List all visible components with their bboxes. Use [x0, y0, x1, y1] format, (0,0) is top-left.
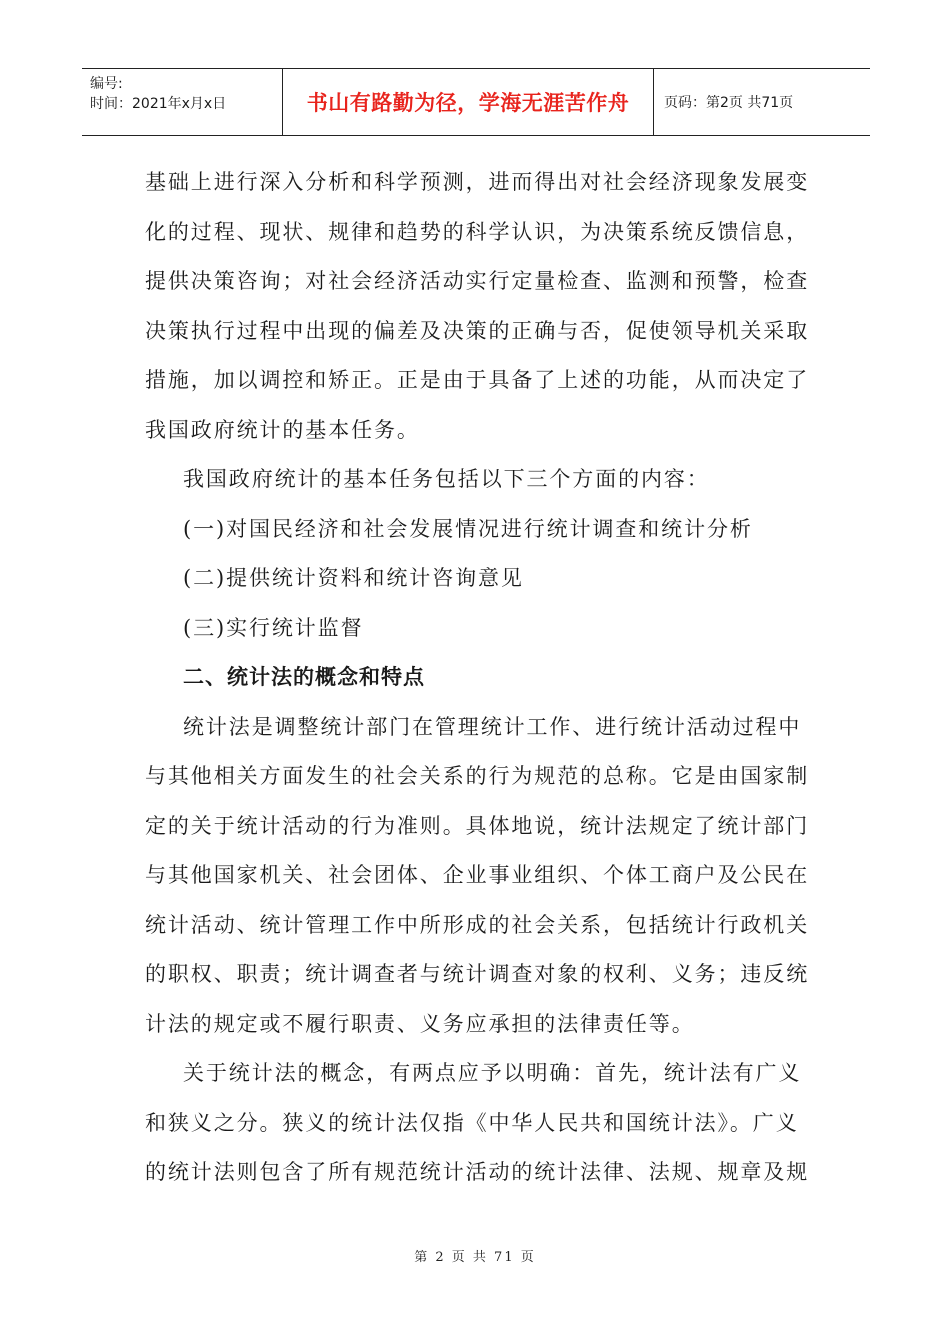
paragraph-line: 统计法是调整统计部门在管理统计工作、进行统计活动过程中: [183, 714, 802, 739]
list-item: (二)提供统计资料和统计咨询意见: [183, 566, 524, 590]
paragraph-line: 化的过程、现状、规律和趋势的科学认识，为决策系统反馈信息，: [145, 219, 810, 244]
paragraph-line: 与其他相关方面发生的社会关系的行为规范的总称。它是由国家制: [145, 764, 810, 788]
paragraph-line: 与其他国家机关、社会团体、企业事业组织、个体工商户及公民在: [145, 863, 810, 887]
paragraph-line: 我国政府统计的基本任务包括以下三个方面的内容：: [183, 467, 710, 491]
paragraph-line: 措施，加以调控和矫正。正是由于具备了上述的功能，从而决定了: [145, 368, 810, 392]
header-motto: 书山有路勤为径，学海无涯苦作舟: [306, 91, 630, 115]
document-body: [145, 158, 813, 1198]
header-meta-cell: [82, 69, 283, 135]
paragraph-line: 定的关于统计活动的行为准则。具体地说，统计法规定了统计部门: [145, 813, 810, 838]
paragraph-line: 计法的规定或不履行职责、义务应承担的法律责任等。: [145, 1011, 695, 1036]
paragraph-line: 基础上进行深入分析和科学预测，进而得出对社会经济现象发展变: [145, 170, 810, 194]
list-item: (三)实行统计监督: [183, 615, 364, 640]
paragraph-line: 我国政府统计的基本任务。: [145, 417, 420, 442]
page-footer: 第 2 页 共 71 页: [414, 1250, 536, 1265]
document-time-label: 时间：2021年x月x日: [90, 96, 227, 112]
paragraph-line: 和狭义之分。狭义的统计法仅指《中华人民共和国统计法》。广义: [145, 1110, 799, 1135]
document-number-label: 编号:: [90, 76, 123, 92]
header-motto-cell: [283, 69, 654, 135]
paragraph-line: 决策执行过程中出现的偏差及决策的正确与否，促使领导机关采取: [145, 318, 810, 343]
paragraph-line: 的职权、职责；统计调查者与统计调查对象的权利、义务；违反统: [145, 962, 810, 986]
paragraph-line: 提供决策咨询；对社会经济活动实行定量检查、监测和预警，检查: [145, 269, 810, 293]
header-page-cell: [654, 69, 870, 135]
header-page-info: 页码：第2页 共71页: [664, 95, 794, 111]
paragraph-line: 关于统计法的概念，有两点应予以明确：首先，统计法有广义: [183, 1061, 802, 1085]
paragraph-line: 的统计法则包含了所有规范统计活动的统计法律、法规、规章及规: [145, 1160, 810, 1184]
paragraph-line: 统计活动、统计管理工作中所形成的社会关系，包括统计行政机关: [145, 912, 810, 937]
section-heading: 二、统计法的概念和特点: [183, 665, 425, 689]
document-header: [82, 68, 870, 136]
list-item: (一)对国民经济和社会发展情况进行统计调查和统计分析: [183, 516, 753, 541]
